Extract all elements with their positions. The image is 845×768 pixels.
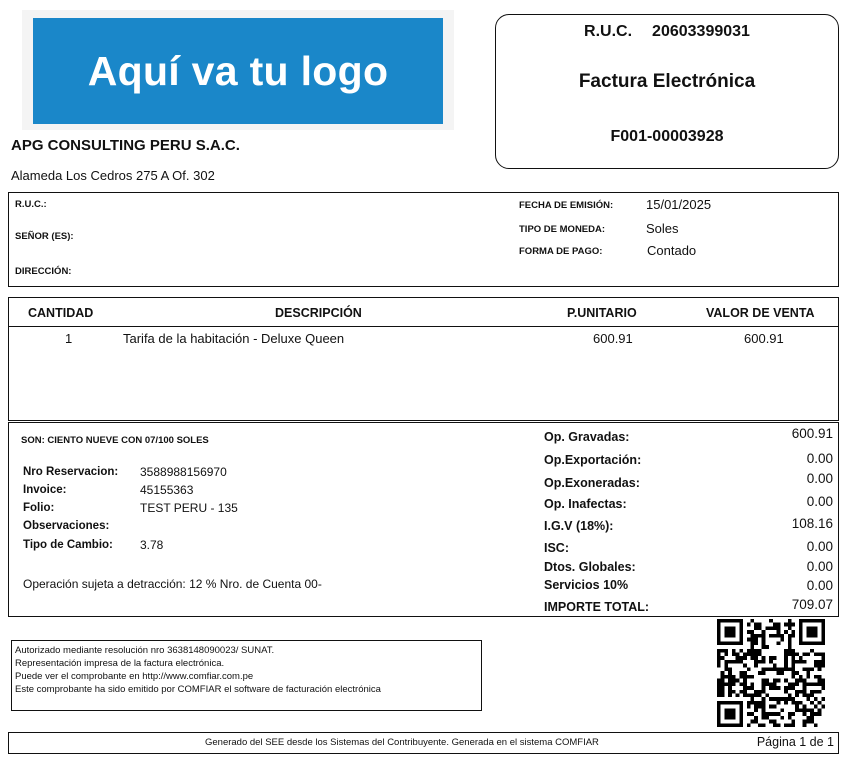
document-type: Factura Electrónica xyxy=(578,71,756,92)
ruc-line xyxy=(496,23,838,41)
footer-box xyxy=(8,732,839,754)
payment-value: Contado xyxy=(647,243,697,258)
row-descripcion: Tarifa de la habitación - Deluxe Queen xyxy=(123,331,345,346)
legal-line: Este comprobante ha sido emitido por COMFIAR el software de facturación electrónica xyxy=(15,684,381,695)
issuer-name: APG CONSULTING PERU S.A.C. xyxy=(11,137,240,154)
legal-line: Representación impresa de la factura electrónica. xyxy=(15,658,225,669)
folio-value: TEST PERU - 135 xyxy=(140,501,238,515)
issue-date-value: 15/01/2025 xyxy=(646,197,712,212)
total-value-isc: 0.00 xyxy=(806,539,833,554)
client-address-label: DIRECCIÓN: xyxy=(15,266,72,277)
total-value-gravadas: 600.91 xyxy=(791,426,833,441)
payment-label: FORMA DE PAGO: xyxy=(519,246,603,257)
legal-line: Autorizado mediante resolución nro 3638148090023/ SUNAT. xyxy=(15,645,275,656)
total-value-servicios: 0.00 xyxy=(806,578,833,593)
header-punitario: P.UNITARIO xyxy=(567,306,637,320)
reserva-label: Nro Reservacion: xyxy=(23,466,119,478)
items-table xyxy=(8,297,839,421)
issuer-address: Alameda Los Cedros 275 A Of. 302 xyxy=(11,168,215,183)
total-value-descuentos: 0.00 xyxy=(806,559,833,574)
logo-placeholder xyxy=(33,18,443,124)
total-value-exoneradas: 0.00 xyxy=(806,471,833,486)
total-label-exoneradas: Op.Exoneradas: xyxy=(544,476,640,490)
folio-label: Folio: xyxy=(23,502,55,514)
document-header-box xyxy=(495,14,839,169)
qr-code-icon xyxy=(717,619,825,727)
total-value-importe: 709.07 xyxy=(791,597,833,612)
reserva-value: 3588988156970 xyxy=(140,465,227,479)
client-name-label: SEÑOR (ES): xyxy=(15,231,74,242)
detraccion-note: Operación sujeta a detracción: 12 % Nro. de Cuenta 00- xyxy=(23,577,322,591)
client-ruc-label: R.U.C.: xyxy=(15,199,47,210)
row-punitario: 600.91 xyxy=(593,331,633,346)
total-label-importe: IMPORTE TOTAL: xyxy=(544,600,650,614)
total-label-exportacion: Op.Exportación: xyxy=(544,453,642,467)
tipo-cambio-label: Tipo de Cambio: xyxy=(23,539,113,551)
legal-notes-box xyxy=(11,640,482,711)
items-header xyxy=(9,298,838,327)
total-value-inafectas: 0.00 xyxy=(806,494,833,509)
row-cantidad: 1 xyxy=(65,331,73,346)
total-label-descuentos: Dtos. Globales: xyxy=(544,560,636,574)
amount-in-words: SON: CIENTO NUEVE CON 07/100 SOLES xyxy=(21,435,209,446)
issue-date-label: FECHA DE EMISIÓN: xyxy=(519,200,614,211)
observaciones-label: Observaciones: xyxy=(23,520,110,532)
logo-text: Aquí va tu logo xyxy=(87,47,389,94)
header-descripcion: DESCRIPCIÓN xyxy=(275,306,362,320)
header-cantidad: CANTIDAD xyxy=(28,306,94,320)
currency-value: Soles xyxy=(646,221,679,236)
header-valor-venta: VALOR DE VENTA xyxy=(706,306,815,320)
document-number: F001-00003928 xyxy=(610,128,724,145)
total-value-igv: 108.16 xyxy=(791,516,833,531)
totals-box xyxy=(8,422,839,617)
currency-label: TIPO DE MONEDA: xyxy=(519,224,606,235)
invoice-label: Invoice: xyxy=(23,484,67,496)
total-label-igv: I.G.V (18%): xyxy=(544,519,614,533)
total-label-isc: ISC: xyxy=(544,541,569,555)
page-number: Página 1 de 1 xyxy=(756,735,834,749)
row-valor-venta: 600.91 xyxy=(744,331,784,346)
ruc-label: R.U.C. xyxy=(584,23,633,40)
ruc-number: 20603399031 xyxy=(652,23,750,40)
total-label-gravadas: Op. Gravadas: xyxy=(544,430,630,444)
total-label-servicios: Servicios 10% xyxy=(544,578,629,592)
client-info-box xyxy=(8,192,839,287)
legal-line: Puede ver el comprobante en http://www.comfiar.com.pe xyxy=(15,671,254,682)
total-value-exportacion: 0.00 xyxy=(806,451,833,466)
invoice-value: 45155363 xyxy=(140,483,194,497)
logo-area xyxy=(22,10,454,130)
footer-generated-text: Generado del SEE desde los Sistemas del Contribuyente. Generada en el sistema COMFIAR xyxy=(205,737,599,748)
tipo-cambio-value: 3.78 xyxy=(140,538,164,552)
total-label-inafectas: Op. Inafectas: xyxy=(544,497,627,511)
